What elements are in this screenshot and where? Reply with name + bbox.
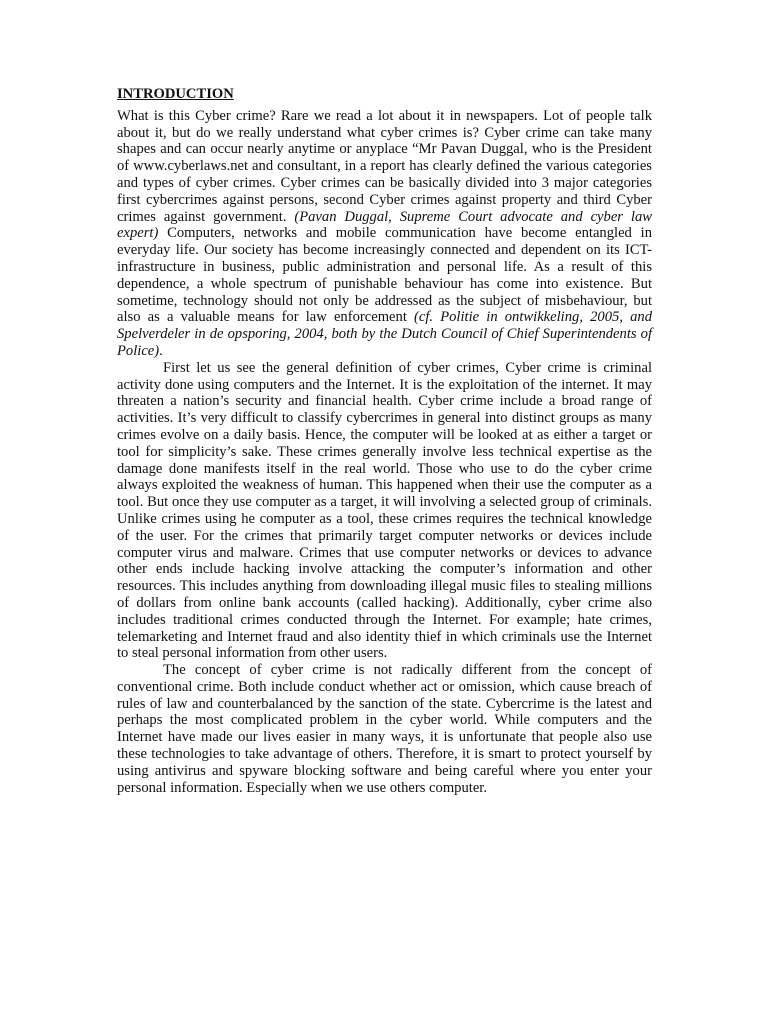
- paragraph-2: First let us see the general definition of cyber crimes, Cyber crime is criminal activity done using computers and the Internet. It is the exploitation of the internet. It may threaten a nation’s security and financial health. Cyber crime include a broad range of activities. It’s very difficult to classify cybercrimes in general into distinct groups as many crimes evolve on a daily basis. Hence, the computer will be looked at as either a target or tool for simplicity’s sake. These crimes generally involve less technical expertise as the damage done manifests itself in the real world. Those who use to do the cyber crime always exploited the weakness of human. This happened when their use the computer as a tool. But once they use computer as a target, it will involving a selected group of criminals. Unlike crimes using he computer as a tool, these crimes requires the technical knowledge of the user. For the crimes that primarily target computer networks or devices include computer virus and malware. Crimes that use computer networks or devices to advance other ends include hacking involve attacking the computer’s information and other resources. This includes anything from downloading illegal music files to stealing millions of dollars from online bank accounts (called hacking). Additionally, cyber crime also includes traditional crimes conducted through the Internet. For example; hate crimes, telemarketing and Internet fraud and also identity thief in which criminals use the Internet to steal personal information from other users.: [117, 359, 652, 662]
- paragraph-1-text-b: Computers, networks and mobile communication have become entangled in everyday life. Our society has become increasingly connected and dependent on its ICT-infrastructure in business, public administration and personal life. As a result of this dependence, a whole spectrum of punishable behaviour has come into existence. But sometime, technology should not only be addressed as the subject of misbehaviour, but also as a valuable means for law enforcement: [117, 225, 652, 326]
- paragraph-1-text-c: .: [159, 342, 163, 359]
- paragraph-1-text-a: What is this Cyber crime? Rare we read a lot about it in newspapers. Lot of people talk about it, but do we really understand what cyber crimes is? Cyber crime can take many shapes and can occur nearly anytime or anyplace “Mr Pavan Duggal, who is the President of www.cyberlaws.net and consultant, in a report has clearly defined the various categories and types of cyber crimes. Cyber crimes can be basically divided into 3 major categories first cybercrimes against persons, second Cyber crimes against property and third Cyber crimes against government.: [117, 107, 652, 225]
- citation-politie: (cf. Politie in ontwikkeling, 2005, and Spelverdeler in de opsporing, 2004, both by the Dutch Council of Chief Superintendents of Police): [117, 309, 652, 359]
- citation-duggal: (Pavan Duggal, Supreme Court advocate and cyber law expert): [117, 208, 652, 242]
- introduction-heading: INTRODUCTION: [117, 86, 234, 102]
- document-page: [117, 86, 652, 796]
- paragraph-3: The concept of cyber crime is not radically different from the concept of conventional crime. Both include conduct whether act or omission, which cause breach of rules of law and counterbalanced by the sanction of the state. Cybercrime is the latest and perhaps the most complicated problem in the cyber world. While computers and the Internet have made our lives easier in many ways, it is unfortunate that people also use these technologies to take advantage of others. Therefore, it is smart to protect yourself by using antivirus and spyware blocking software and being careful where you enter your personal information. Especially when we use others computer.: [117, 662, 652, 796]
- paragraph-1: [117, 108, 652, 360]
